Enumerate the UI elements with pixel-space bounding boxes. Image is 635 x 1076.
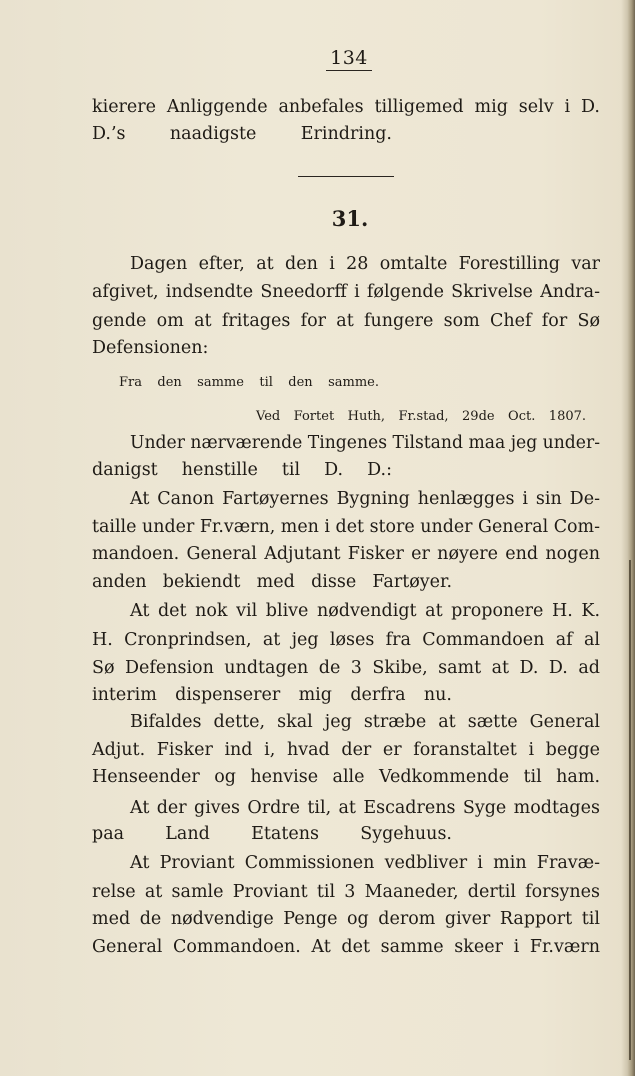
text-line: D.’s naadigste Erindring. (92, 124, 392, 144)
text-line: interim dispenserer mig derfra nu. (92, 685, 452, 705)
text-line: paa Land Etatens Sygehuus. (92, 824, 452, 844)
text-line: med de nødvendige Penge og derom giver Rapport til (92, 909, 600, 929)
text-line: Adjut. Fisker ind i, hvad der er foranstaltet i begge (92, 740, 601, 760)
page-number: 134 (330, 47, 368, 69)
section-divider (298, 176, 394, 177)
text-line: Defensionen: (92, 338, 209, 358)
text-line: Sø Defension undtagen de 3 Skibe, samt at D. D. ad (92, 658, 600, 678)
text-line: At Proviant Commissionen vedbliver i min Fravæ- (130, 853, 600, 873)
page-edge-line (629, 560, 631, 1060)
page-number-rule (326, 70, 372, 71)
text-line: At Canon Fartøyernes Bygning henlægges i sin De- (130, 489, 600, 509)
text-line: At det nok vil blive nødvendigt at proponere H. K. (130, 601, 601, 621)
text-line: At der gives Ordre til, at Escadrens Syge modtages (130, 798, 600, 818)
text-line: Dagen efter, at den i 28 omtalte Forestilling var (130, 254, 601, 274)
text-line: danigst henstille til D. D.: (92, 460, 393, 480)
text-line: General Commandoen. At det samme skeer i Fr.værn (92, 937, 600, 957)
text-line: kierere Anliggende anbefales tilligemed mig selv i D. (92, 97, 600, 117)
text-line: taille under Fr.værn, men i det store under General Com- (92, 517, 600, 537)
text-line: Henseender og henvise alle Vedkommende til ham. (92, 767, 601, 787)
text-line: anden bekiendt med disse Fartøyer. (92, 572, 453, 592)
text-line: gende om at fritages for at fungere som Chef for Sø (92, 311, 601, 331)
text-line: afgivet, indsendte Sneedorff i følgende Skrivelse Andra- (92, 282, 600, 302)
text-line: Bifaldes dette, skal jeg stræbe at sætte General (130, 712, 601, 732)
letter-dateline: Ved Fortet Huth, Fr.stad, 29de Oct. 1807. (256, 409, 587, 424)
page-edge-shadow (621, 0, 635, 1076)
letter-heading: Fra den samme til den samme. (119, 375, 379, 390)
section-number: 31. (331, 206, 369, 231)
text-line: mandoen. General Adjutant Fisker er nøyere end nogen (92, 544, 601, 564)
text-line: H. Cronprindsen, at jeg løses fra Commandoen af al (92, 630, 600, 650)
text-line: Under nærværende Tingenes Tilstand maa jeg under- (130, 433, 601, 453)
text-line: relse at samle Proviant til 3 Maaneder, dertil forsynes (92, 882, 601, 902)
